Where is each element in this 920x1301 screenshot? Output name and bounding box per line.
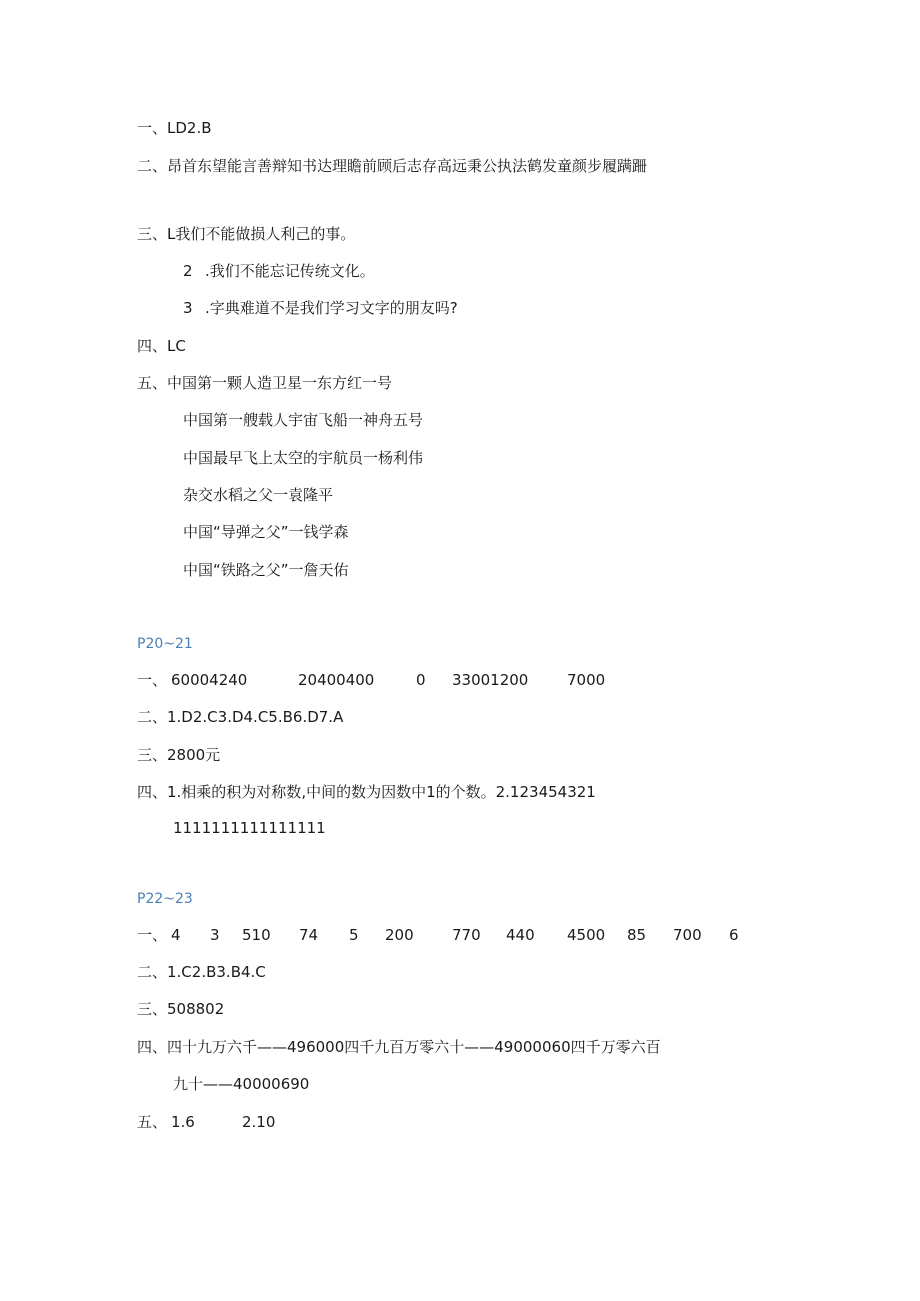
answer-3-1-value: 5 <box>349 926 359 944</box>
answer-1-5-line-3: 中国最早飞上太空的宇航员一杨利伟 <box>183 449 424 467</box>
answer-1-5-line-6: 中国“铁路之父”一詹天佑 <box>183 561 349 579</box>
answer-1-3-line-2-text: .我们不能忘记传统文化。 <box>205 262 375 280</box>
answer-3-5-value: 2.10 <box>242 1113 276 1131</box>
answer-3-1-value: 440 <box>506 926 535 944</box>
answer-3-3: 三、508802 <box>137 1000 225 1018</box>
answer-3-4-line-1: 四、四十九万六千——496000四千九百万零六十——49000060四千万零六百 <box>137 1038 661 1056</box>
answer-2-1-value: 20400400 <box>298 671 375 689</box>
answer-1-5-line-1: 五、中国第一颗人造卫星一东方红一号 <box>137 374 393 392</box>
answer-2-4-line-2: 1111111111111111 <box>173 819 326 837</box>
answer-3-4-line-2: 九十——40000690 <box>173 1075 310 1093</box>
answer-1-3-line-3-num: 3 <box>183 299 193 317</box>
answer-1-2: 二、昂首东望能言善辩知书达理瞻前顾后志存高远秉公执法鹤发童颜步履蹒跚 <box>137 157 648 175</box>
answer-3-1-label: 一、 <box>137 926 168 944</box>
answer-1-3-line-3-text: .字典难道不是我们学习文字的朋友吗? <box>205 299 458 317</box>
answer-3-1-value: 770 <box>452 926 481 944</box>
answer-2-1-value: 7000 <box>567 671 606 689</box>
answer-3-5-label: 五、 <box>137 1113 168 1131</box>
answer-2-4-line-1: 四、1.相乘的积为对称数,中间的数为因数中1的个数。2.123454321 <box>137 783 596 801</box>
answer-3-1-value: 85 <box>627 926 647 944</box>
answer-1-5-line-4: 杂交水稻之父一袁隆平 <box>183 486 334 504</box>
section-heading-p22-23: P22~23 <box>137 891 193 907</box>
answer-1-5-line-5: 中国“导弹之父”一钱学森 <box>183 523 349 541</box>
answer-1-4: 四、LC <box>137 337 186 355</box>
answer-2-1-value: 33001200 <box>452 671 529 689</box>
answer-1-1: 一、LD2.B <box>137 119 212 137</box>
answer-3-1-value: 510 <box>242 926 271 944</box>
answer-3-1-value: 700 <box>673 926 702 944</box>
answer-3-2: 二、1.C2.B3.B4.C <box>137 963 266 981</box>
answer-3-5-value: 1.6 <box>171 1113 195 1131</box>
answer-3-1-value: 200 <box>385 926 414 944</box>
answer-1-3-line-1: 三、L我们不能做损人利己的事。 <box>137 225 356 243</box>
answer-3-1-value: 74 <box>299 926 319 944</box>
answer-2-1-value: 60004240 <box>171 671 248 689</box>
answer-3-1-value: 6 <box>729 926 739 944</box>
answer-3-1-value: 4 <box>171 926 181 944</box>
section-heading-p20-21: P20~21 <box>137 636 193 652</box>
answer-3-1-value: 3 <box>210 926 220 944</box>
answer-2-1-value: 0 <box>416 671 426 689</box>
answer-2-3: 三、2800元 <box>137 746 221 764</box>
answer-2-2: 二、1.D2.C3.D4.C5.B6.D7.A <box>137 708 344 726</box>
answer-1-5-line-2: 中国第一艘载人宇宙飞船一神舟五号 <box>183 411 424 429</box>
answer-2-1-label: 一、 <box>137 671 168 689</box>
answer-1-3-line-2-num: 2 <box>183 262 193 280</box>
answer-3-1-value: 4500 <box>567 926 606 944</box>
